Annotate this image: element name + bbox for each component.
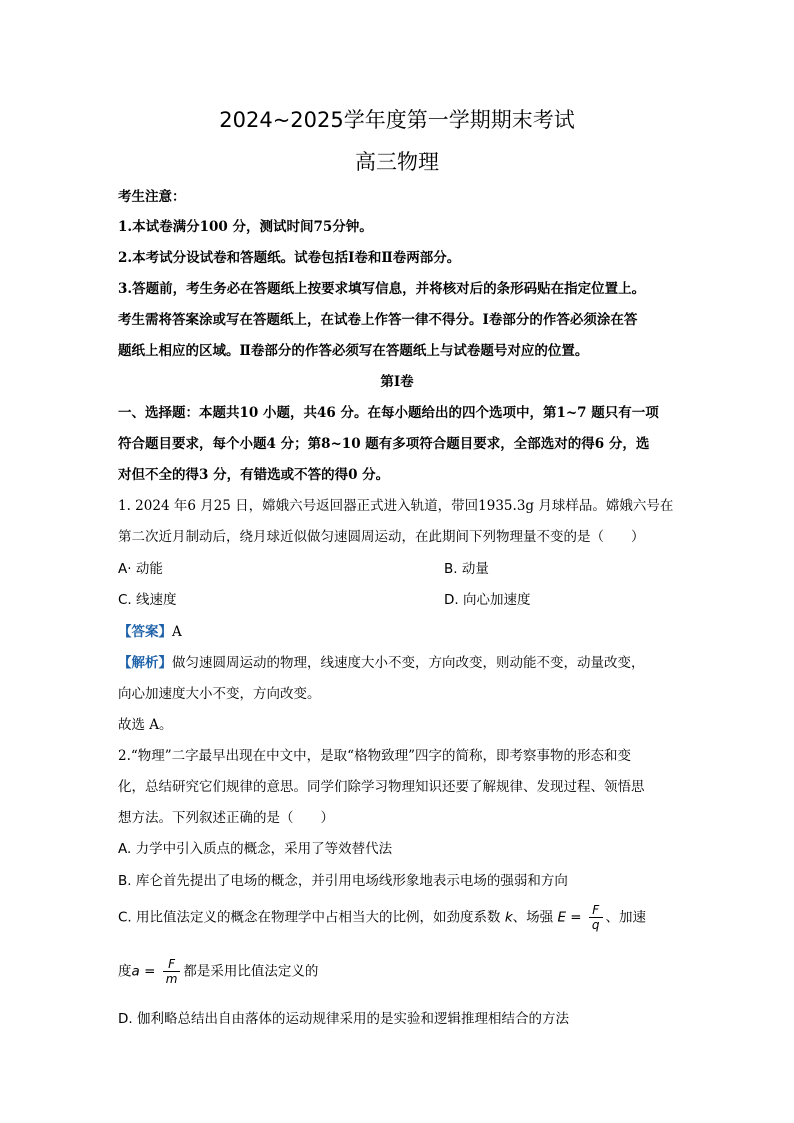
notice-item: 3.答题前，考生务必在答题纸上按要求填写信息，并将核对后的条形码贴在指定位置上。: [118, 281, 646, 297]
exam-title: 2024~2025学年度第一学期期末考试: [219, 108, 575, 132]
q1-option-c: C. 线速度: [118, 592, 177, 608]
q1-option-d: D. 向心加速度: [444, 592, 531, 608]
symbol-k: k: [504, 909, 513, 926]
notice-item: 考生需将答案涂或写在答题纸上，在试卷上作答一律不得分。Ⅰ卷部分的作答必须涂在答: [118, 312, 638, 328]
fraction-numerator: F: [163, 957, 181, 972]
notice-heading: 考生注意：: [118, 189, 186, 205]
notice-item: 1.本试卷满分100 分，测试时间75分钟。: [118, 219, 373, 235]
q1-stem: 第二次近月制动后，绕月球近似做匀速圆周运动，在此期间下列物理量不变的是（ ）: [118, 529, 645, 545]
q2-stem: 2.“物理”二字最早出现在中文中，是取“格物致理”四字的简称，即考察事物的形态和变: [118, 748, 631, 764]
q2-stem: 想方法。下列叙述正确的是（ ）: [118, 810, 334, 826]
section-intro: 符合题目要求，每个小题4 分；第8~10 题有多项符合题目要求，全部选对的得6 分，选: [118, 436, 650, 452]
q2-option-d: D. 伽利略总结出自由落体的运动规律采用的是实验和逻辑推理相结合的方法: [118, 1011, 569, 1027]
notice-item: 题纸上相应的区域。Ⅱ卷部分的作答必须写在答题纸上与试卷题号对应的位置。: [118, 343, 589, 359]
fraction-F-over-q: [589, 903, 603, 932]
q1-conclusion: 故选 A。: [118, 717, 173, 733]
option-c-text: 都是采用比值法定义的: [183, 963, 319, 980]
analysis-tag: 【解析】: [118, 655, 172, 671]
notice-item: 2.本考试分设试卷和答题纸。试卷包括Ⅰ卷和Ⅱ卷两部分。: [118, 250, 461, 266]
q2-option-c: [118, 903, 646, 932]
q1-analysis: [118, 653, 645, 673]
option-c-text: 、场强: [512, 909, 554, 926]
q1-option-a: A· 动能: [118, 561, 163, 577]
symbol-E: E: [557, 909, 566, 926]
option-c-text: C. 用比值法定义的概念在物理学中占相当大的比例，如劲度系数: [118, 909, 501, 926]
q2-stem: 化，总结研究它们规律的意思。同学们除学习物理知识还要了解规律、发现过程、领悟思: [118, 779, 645, 795]
q2-option-c-continued: [118, 957, 318, 986]
q1-option-b: B. 动量: [444, 561, 489, 577]
answer-tag: 【答案】: [118, 624, 172, 640]
q1-analysis-continued: 向心加速度大小不变，方向改变。: [118, 686, 321, 702]
q2-option-a: A. 力学中引入质点的概念，采用了等效替代法: [118, 841, 393, 857]
analysis-text: 做匀速圆周运动的物理，线速度大小不变，方向改变，则动能不变，动量改变，: [172, 655, 645, 671]
symbol-a: a: [131, 963, 140, 980]
answer-value: A: [172, 624, 182, 640]
equals-sign: =: [144, 963, 156, 980]
fraction-numerator: F: [589, 903, 603, 918]
q1-answer: [118, 622, 182, 642]
equals-sign: =: [570, 909, 582, 926]
fraction-denominator: q: [591, 918, 600, 932]
section-intro: 对但不全的得3 分，有错选或不答的得0 分。: [118, 467, 390, 483]
option-c-text: 、加速: [605, 909, 646, 926]
q2-option-b: B. 库仑首先提出了电场的概念，并引用电场线形象地表示电场的强弱和方向: [118, 873, 568, 889]
section-title: 第Ⅰ卷: [380, 374, 414, 390]
option-c-text: 度: [118, 963, 132, 980]
fraction-denominator: m: [165, 972, 178, 986]
exam-subtitle: 高三物理: [355, 150, 439, 174]
section-intro: 一、选择题：本题共10 小题，共46 分。在每小题给出的四个选项中，第1~7 题只有一项: [118, 405, 659, 421]
q1-stem: 1. 2024 年6 月25 日，嫦娥六号返回器正式进入轨道，带回1935.3g 月球样品。嫦娥六号在: [118, 498, 674, 514]
fraction-F-over-m: [163, 957, 181, 986]
